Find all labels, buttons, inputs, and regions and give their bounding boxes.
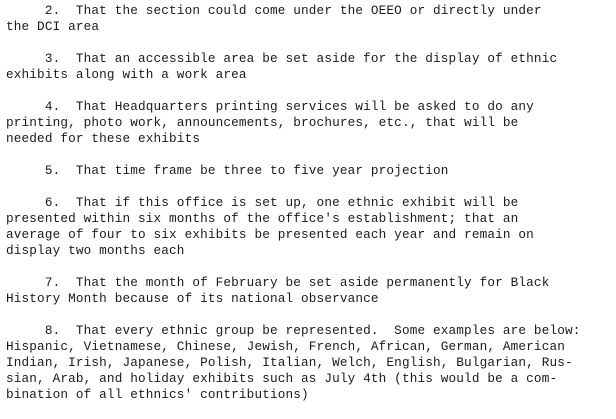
text-line: 7. That the month of February be set aside permanently for Black	[6, 275, 550, 290]
text-line: average of four to six exhibits be presented each year and remain on	[6, 227, 534, 242]
text-line: 5. That time frame be three to five year projection	[6, 163, 449, 178]
document-page	[6, 3, 610, 419]
text-line: 2. That the section could come under the OEEO or directly under	[6, 3, 542, 18]
text-line: display two months each	[6, 243, 185, 258]
paragraph-item-6	[6, 195, 610, 259]
paragraph-item-3	[6, 51, 610, 83]
text-line: printing, photo work, announcements, brochures, etc., that will be	[6, 115, 519, 130]
text-line: 6. That if this office is set up, one ethnic exhibit will be	[6, 195, 519, 210]
text-line: History Month because of its national observance	[6, 291, 379, 306]
text-line: Indian, Irish, Japanese, Polish, Italian, Welch, English, Bulgarian, Rus-	[6, 355, 573, 370]
paragraph-item-4	[6, 99, 610, 147]
paragraph-item-7	[6, 275, 610, 307]
text-line: needed for these exhibits	[6, 131, 201, 146]
text-line: the DCI area	[6, 19, 100, 34]
text-line: presented within six months of the office's establishment; that an	[6, 211, 519, 226]
text-line: sian, Arab, and holiday exhibits such as July 4th (this would be a com-	[6, 371, 558, 386]
text-line: bination of all ethnics' contributions)	[6, 387, 309, 402]
paragraph-item-2	[6, 3, 610, 35]
text-line: 8. That every ethnic group be represented. Some examples are below:	[6, 323, 581, 338]
text-line: 3. That an accessible area be set aside for the display of ethnic	[6, 51, 558, 66]
text-line: 4. That Headquarters printing services will be asked to do any	[6, 99, 534, 114]
paragraph-item-8	[6, 323, 610, 403]
text-line: Hispanic, Vietnamese, Chinese, Jewish, French, African, German, American	[6, 339, 565, 354]
text-line: exhibits along with a work area	[6, 67, 247, 82]
paragraph-item-5	[6, 163, 610, 179]
